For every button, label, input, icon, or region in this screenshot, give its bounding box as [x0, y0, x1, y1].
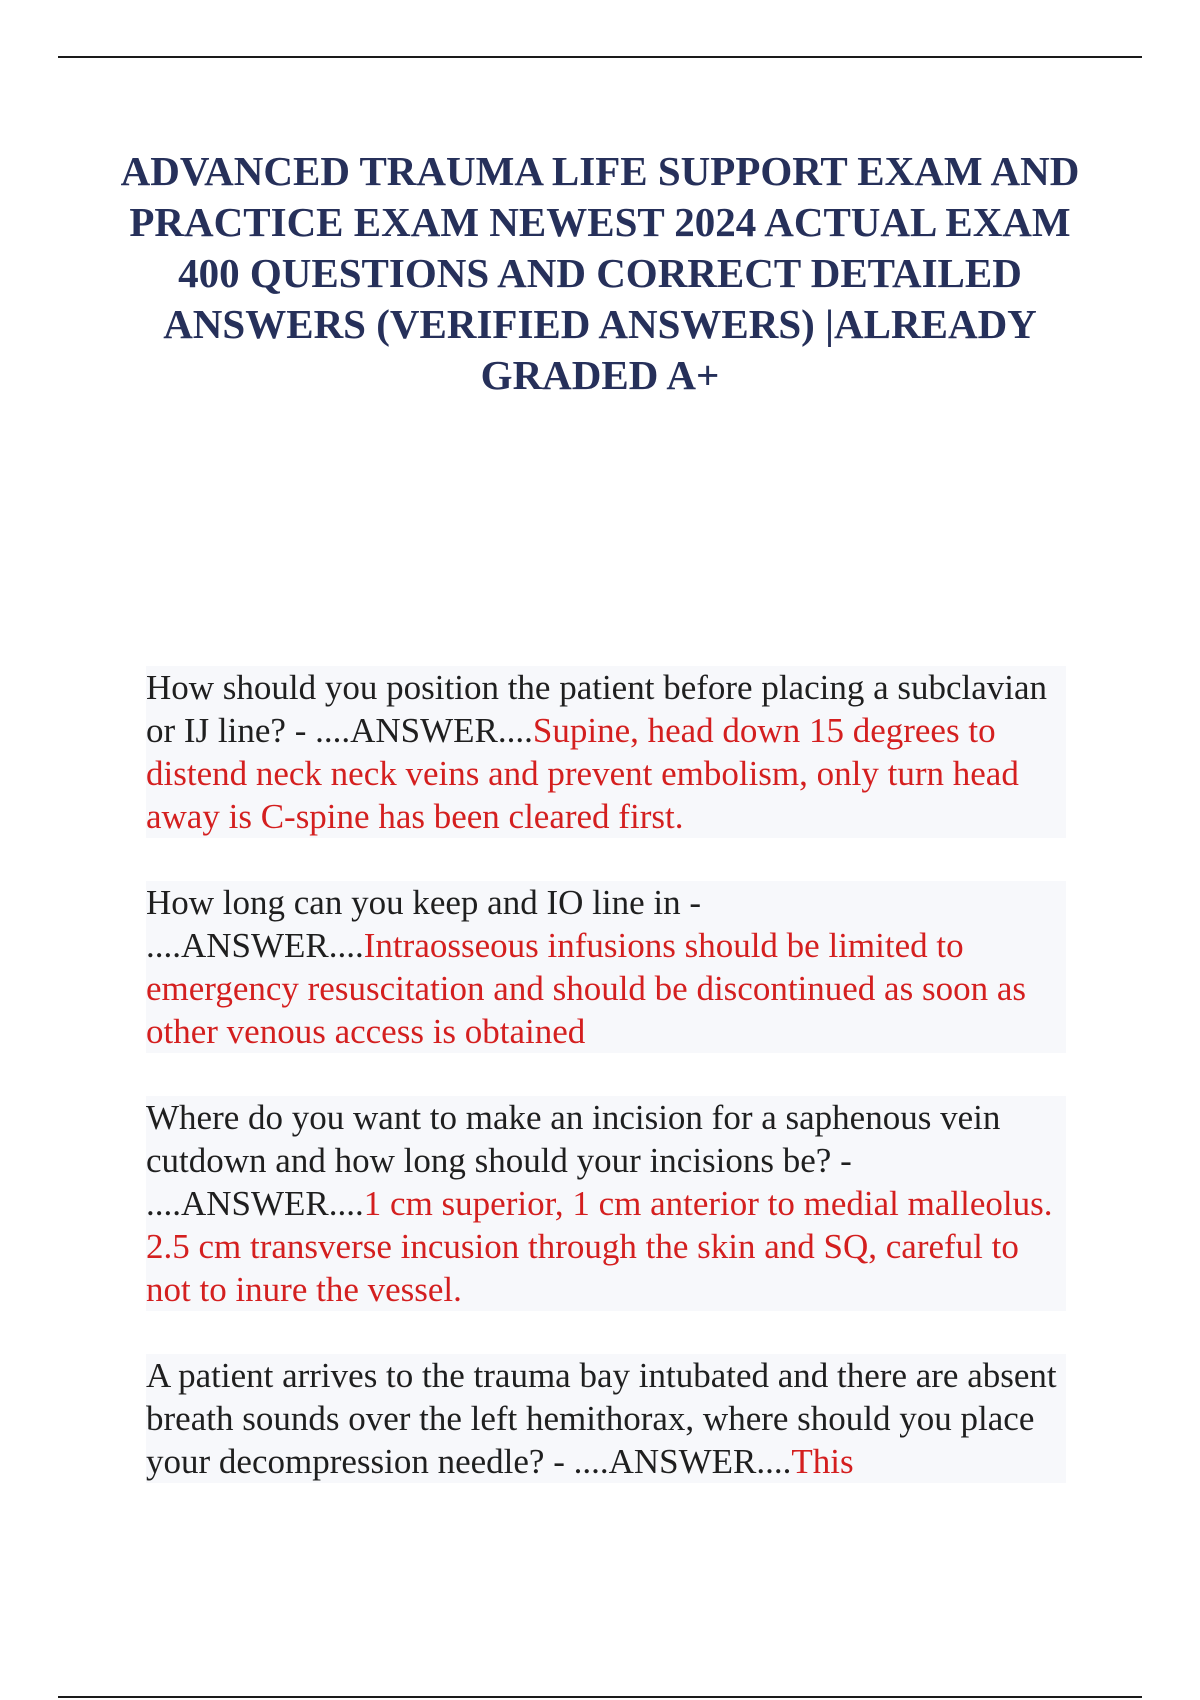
- answer-text: Supine, head down 15 degrees to distend neck neck veins and prevent embolism, only turn head away is C-spine has been cleared first.: [146, 711, 1019, 836]
- answer-separator: - ....ANSWER....: [544, 1442, 792, 1481]
- answer-separator: - ....ANSWER....: [285, 711, 533, 750]
- question-text: A patient arrives to the trauma bay intubated and there are absent breath sounds over the left hemithorax, where should you place your decompression needle?: [146, 1356, 1057, 1481]
- bottom-rule: [58, 1696, 1142, 1698]
- answer-text: 1 cm superior, 1 cm anterior to medial malleolus. 2.5 cm transverse incusion through the skin and SQ, careful to not to inure the vessel.: [146, 1184, 1053, 1309]
- answer-separator: - ....ANSWER....: [146, 1141, 852, 1223]
- question-text: Where do you want to make an incision for a saphenous vein cutdown and how long should your incisions be?: [146, 1098, 1001, 1180]
- answer-separator: - ....ANSWER....: [146, 883, 701, 965]
- qa-item-1: [146, 666, 1066, 838]
- document-title: ADVANCED TRAUMA LIFE SUPPORT EXAM AND PRACTICE EXAM NEWEST 2024 ACTUAL EXAM 400 QUESTIONS AND CORRECT DETAILED ANSWERS (VERIFIED ANSWERS) |ALREADY GRADED A+: [120, 148, 1080, 398]
- answer-text: Intraosseous infusions should be limited to emergency resuscitation and should be discontinued as soon as other venous access is obtained: [146, 926, 1026, 1051]
- qa-item-2: [146, 881, 1066, 1053]
- qa-item-3: [146, 1096, 1066, 1311]
- top-rule: [58, 56, 1142, 58]
- question-text: How should you position the patient before placing a subclavian or IJ line?: [146, 668, 1048, 750]
- qa-item-4: [146, 1354, 1066, 1483]
- qa-list: [146, 666, 1066, 1526]
- answer-text: This: [791, 1442, 854, 1481]
- question-text: How long can you keep and IO line in: [146, 883, 681, 922]
